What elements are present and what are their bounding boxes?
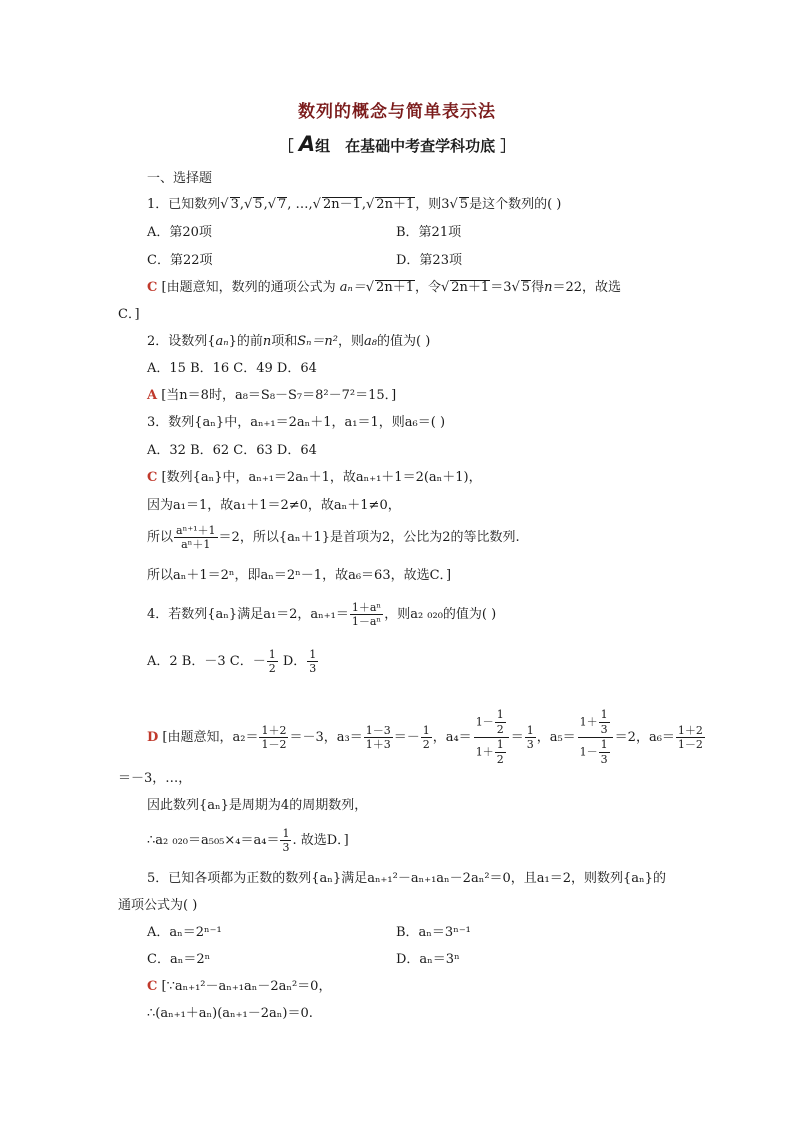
page-title: 数列的概念与简单表示法 [298, 102, 496, 122]
q5-stem-2: 通项公式为( ) [118, 898, 198, 913]
q4-stem: 4．若数列{aₙ}满足a₁＝2，aₙ₊₁＝ $\frac{\text{1＋aⁿ}}{\text{1－aⁿ}}$ ，则a₂ ₀₂₀的值为( ) [147, 601, 497, 628]
q1-solution: C [由题意知，数列的通项公式为 aₙ＝√ 2n＋1，令√ 2n＋1＝3√ 5得n＝22，故选 [147, 280, 621, 295]
q5-option-b: B．aₙ＝3ⁿ⁻¹ [396, 925, 471, 940]
group-heading: ［ A组 在基础中考查学科功底 ］ [278, 132, 516, 156]
q3-solution-1: C [数列{aₙ}中，aₙ₊₁＝2aₙ＋1，故aₙ₊₁＋1＝2(aₙ＋1)， [147, 470, 482, 485]
q3-solution-4: 所以aₙ＋1＝2ⁿ，即aₙ＝2ⁿ－1，故a₆＝63，故选C．] [147, 568, 452, 583]
q4-solution-2: 因此数列{aₙ}是周期为4的周期数列， [147, 798, 368, 813]
q4-solution-1: D [由题意知，a₂＝ $\frac{1+2}{1-2}$ ＝－3，a₃＝ $\frac{1-3}{1+3}$ ＝－ $\frac{1}{2}$ ，a₄＝ 1－ $\frac{1}{2}$ 1＋ $\frac{1}{2}$ ＝ $\frac{1}{3}$ ，a₅＝ 1＋ $\frac{1}{3}$ 1－ $\frac{1}{3}$ ＝2，a₆＝ $\frac{1+2}{1-2}$ [147, 708, 703, 766]
group-letter: A [298, 132, 316, 156]
q2-solution: A [当n＝8时，a₈＝S₈－S₇＝8²－7²＝15．] [147, 388, 397, 403]
q3-stem: 3．数列{aₙ}中，aₙ₊₁＝2aₙ＋1，a₁＝1，则a₆＝( ) [147, 415, 446, 430]
q1-solution-end: C．] [118, 307, 140, 322]
q3-solution-3: 所以 $\frac{\text{aⁿ⁺¹＋1}}{\text{aⁿ＋1}}$ ＝2，所以{aₙ＋1}是首项为2，公比为2的等比数列. [147, 524, 520, 551]
q1-stem: 1．已知数列√ 3,√ 5,√ 7, …,√ 2n－1,√ 2n＋1，则3√ 5是这个数列的( ) [147, 197, 562, 212]
q5-solution-1: C [∵aₙ₊₁²－aₙ₊₁aₙ－2aₙ²＝0， [147, 979, 332, 994]
group-subtitle: 在基础中考查学科功底 [345, 137, 496, 155]
q1-option-b: B．第21项 [396, 225, 462, 240]
q5-option-d: D．aₙ＝3ⁿ [396, 952, 460, 967]
q4-solution-3: ∴a₂ ₀₂₀＝a₅₀₅×₄＝a₄＝ $\frac{1}{3}$ . 故选D．] [147, 827, 349, 854]
q3-answer: C [147, 470, 158, 485]
q1-answer: C [147, 280, 158, 295]
q3-solution-2: 因为a₁＝1，故a₁＋1＝2≠0，故aₙ＋1≠0， [147, 498, 401, 513]
q2-stem: 2．设数列{aₙ}的前n项和Sₙ＝n²，则a₈的值为( ) [147, 334, 431, 349]
q2-answer: A [147, 388, 158, 403]
q5-option-c: C．aₙ＝2ⁿ [147, 952, 211, 967]
q5-option-a: A．aₙ＝2ⁿ⁻¹ [147, 925, 222, 940]
q1-option-a: A．第20项 [147, 225, 212, 240]
q1-option-d: D．第23项 [396, 253, 462, 268]
q4-solution-cont: ＝－3，…， [118, 771, 192, 786]
q4-options: A．2 B．－3 C．－ $\frac{1}{2}$ D． $\frac{1}{3}$ [147, 648, 317, 675]
q4-answer: D [147, 730, 159, 745]
group-suffix: 组 [315, 137, 331, 155]
section-label: 一、选择题 [147, 171, 213, 186]
q3-options: A．32 B．62 C．63 D．64 [147, 443, 317, 458]
q2-options: A．15 B．16 C．49 D．64 [147, 361, 317, 376]
q1-option-c: C．第22项 [147, 253, 213, 268]
q5-answer: C [147, 979, 158, 994]
q5-stem-1: 5．已知各项都为正数的数列{aₙ}满足aₙ₊₁²－aₙ₊₁aₙ－2aₙ²＝0，且a₁＝2，则数列{aₙ}的 [147, 871, 666, 886]
q5-solution-2: ∴(aₙ₊₁＋aₙ)(aₙ₊₁－2aₙ)＝0. [147, 1006, 313, 1021]
